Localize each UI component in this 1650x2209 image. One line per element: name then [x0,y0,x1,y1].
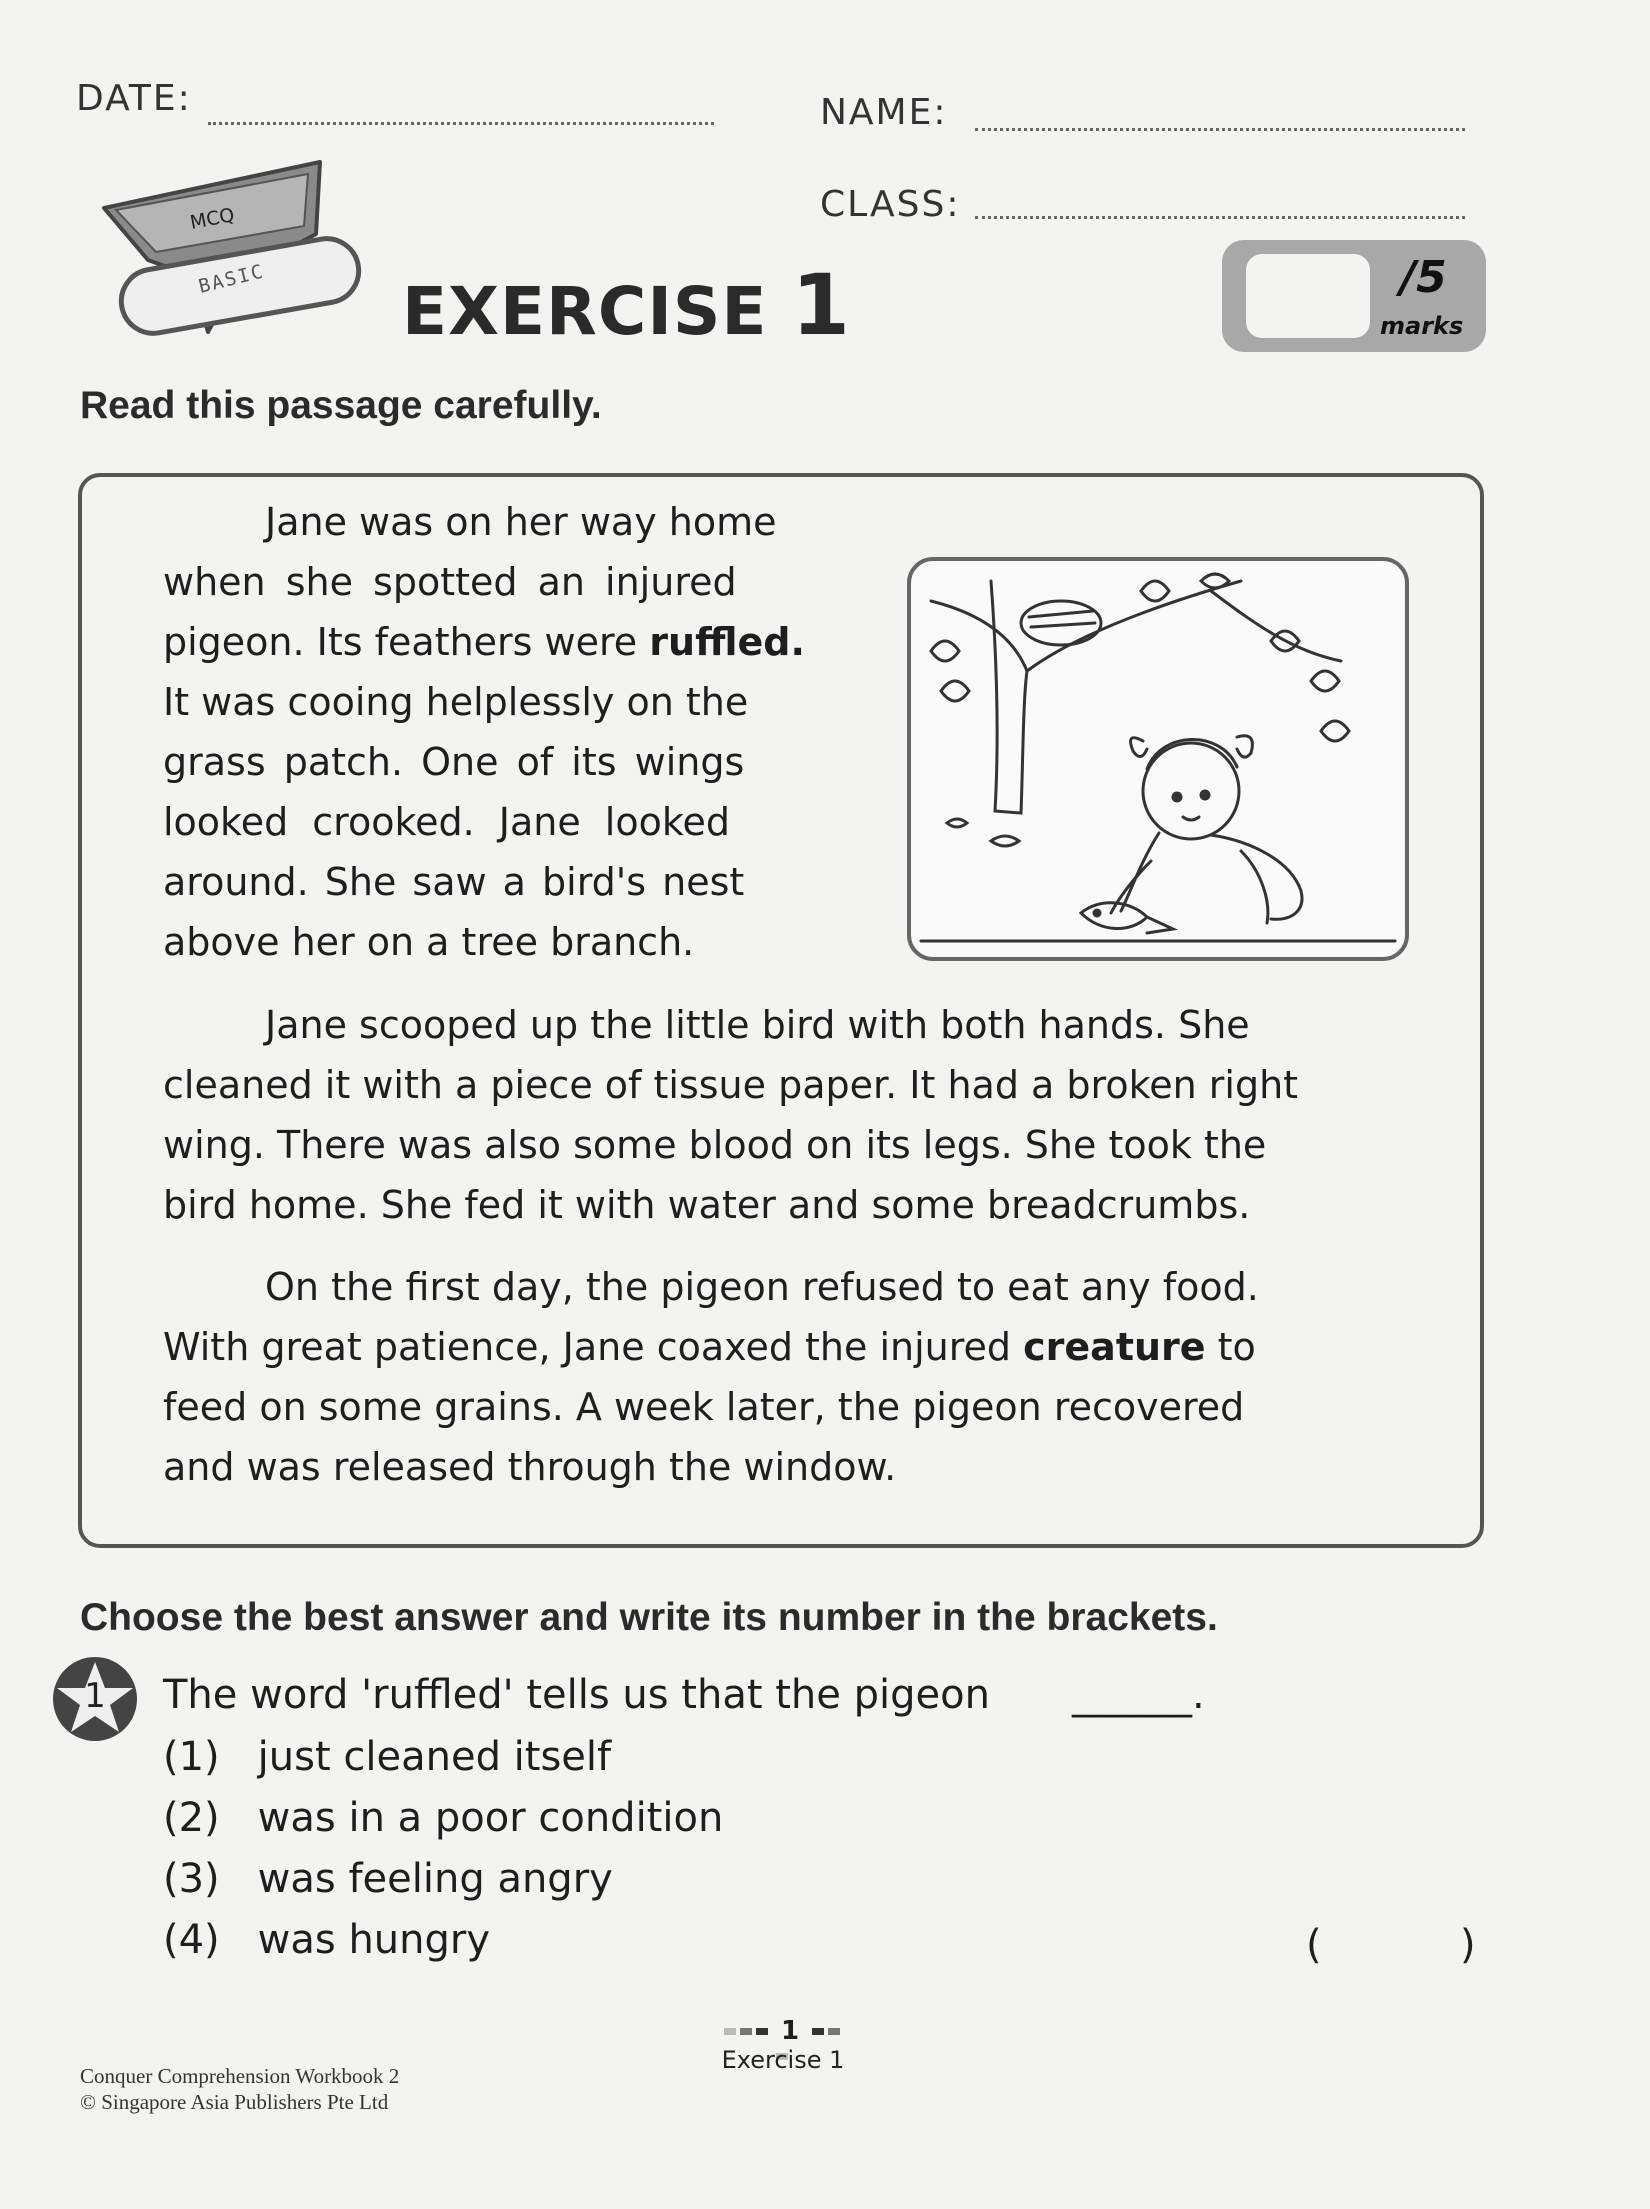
page-dot-icon [724,2028,736,2035]
date-label: DATE: [76,78,192,119]
badge-mcq-text: MCQ [188,203,237,235]
passage-line: looked crooked. Jane looked [163,800,731,844]
passage-line: bird home. She fed it with water and some breadcrumbs. [163,1183,1251,1227]
passage-line: around. She saw a bird's nest [163,860,745,904]
girl-pigeon-tree-illustration [911,561,1405,957]
page-dot-icon [740,2028,752,2035]
name-field[interactable] [975,128,1465,131]
badge-basic-text: BASIC [196,260,267,298]
passage-line: grass patch. One of its wings [163,740,745,784]
badge-ribbon-icon [98,156,368,336]
passage-line: Jane scooped up the little bird with both hands. She [265,1003,1250,1047]
option-number: (3) [163,1856,220,1902]
option-3[interactable] [163,1856,613,1902]
page-label: Exercise 1 [721,2046,845,2074]
page-number: 1 [780,2016,800,2046]
passage-text: pigeon. Its feathers were [163,620,638,664]
exercise-title-word: EXERCISE [402,273,768,350]
copyright: © Singapore Asia Publishers Pte Ltd [80,2090,389,2114]
question-number-badge [50,1656,140,1742]
passage-line: It was cooing helplessly on the [163,680,749,724]
passage-line: feed on some grains. A week later, the pigeon recovered [163,1385,1245,1429]
passage-text: to [1217,1325,1256,1369]
option-4[interactable] [163,1917,490,1963]
story-illustration [907,557,1409,961]
class-label: CLASS: [820,184,961,225]
marks-label: marks [1380,312,1464,340]
book-title: Conquer Comprehension Workbook 2 [80,2064,400,2088]
name-label: NAME: [820,92,948,133]
read-instruction: Read this passage carefully. [80,384,602,427]
page-dot-icon [812,2028,824,2035]
option-text: was feeling angry [257,1856,613,1902]
passage-line [163,620,805,664]
answer-blank: ______. [1072,1672,1205,1718]
class-field[interactable] [975,216,1465,219]
passage-line: when she spotted an injured [163,560,737,604]
exercise-title [402,256,851,354]
date-field[interactable] [208,122,714,125]
passage-line: wing. There was also some blood on its legs. She took the [163,1123,1267,1167]
marks-box [1222,240,1486,352]
mcq-basic-badge [98,156,368,336]
answer-bracket-open: ( [1306,1922,1322,1968]
passage-line: cleaned it with a piece of tissue paper. It had a broken right [163,1063,1299,1107]
passage-text: With great patience, Jane coaxed the injured [163,1325,1012,1369]
answer-field[interactable] [1340,1920,1440,1974]
question-number: 1 [84,1676,106,1716]
page-dot-icon [756,2028,768,2035]
option-number: (1) [163,1734,220,1780]
question-stem: The word 'ruffled' tells us that the pigeon [163,1672,990,1718]
choose-instruction: Choose the best answer and write its number in the brackets. [80,1596,1218,1639]
answer-bracket-close: ) [1460,1922,1476,1968]
passage-line: On the first day, the pigeon refused to eat any food. [265,1265,1259,1309]
passage-bold-word-ruffled: ruffled. [649,620,805,664]
page-dot-icon [828,2028,840,2035]
option-1[interactable] [163,1734,611,1780]
option-number: (2) [163,1795,220,1841]
option-text: was in a poor condition [257,1795,724,1841]
option-text: just cleaned itself [257,1734,612,1780]
passage-bold-word-creature: creature [1023,1325,1206,1369]
exercise-title-number: 1 [791,256,851,354]
marks-value: /5 [1400,252,1447,303]
option-number: (4) [163,1917,220,1963]
option-text: was hungry [257,1917,491,1963]
passage-line: Jane was on her way home [265,500,777,544]
passage-line: above her on a tree branch. [163,920,695,964]
passage-line [163,1325,1256,1369]
option-2[interactable] [163,1795,723,1841]
passage-line: and was released through the window. [163,1445,897,1489]
